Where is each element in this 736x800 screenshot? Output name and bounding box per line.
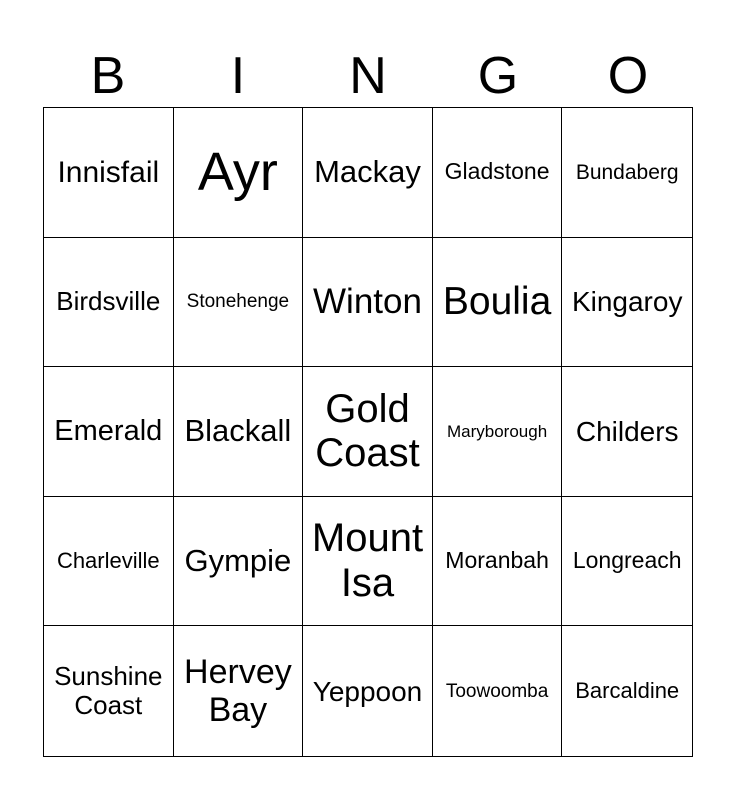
bingo-cell-label: Gold Coast <box>315 386 420 476</box>
bingo-cell-label: Kingaroy <box>571 286 683 318</box>
bingo-cell[interactable] <box>174 626 304 756</box>
bingo-cell[interactable] <box>44 497 174 627</box>
bingo-cell-label: Innisfail <box>57 155 160 189</box>
bingo-cell[interactable] <box>174 108 304 238</box>
header-letter-o: O <box>607 47 649 105</box>
bingo-cell-label: Charleville <box>56 547 160 573</box>
bingo-cell-label: Yeppoon <box>312 675 423 707</box>
bingo-cell[interactable] <box>44 238 174 368</box>
bingo-cell[interactable] <box>562 238 692 368</box>
bingo-cell-label: Toowoomba <box>445 680 549 702</box>
bingo-cell[interactable] <box>433 238 563 368</box>
bingo-cell-label: Mackay <box>314 153 421 189</box>
bingo-cell[interactable] <box>562 626 692 756</box>
bingo-cell[interactable] <box>303 238 433 368</box>
header-letter-n: N <box>349 47 387 105</box>
bingo-cell[interactable] <box>303 626 433 756</box>
bingo-cell-label: Childers <box>575 415 679 447</box>
bingo-cell-label: Barcaldine <box>575 677 680 703</box>
bingo-cell[interactable] <box>562 367 692 497</box>
bingo-cell[interactable] <box>433 367 563 497</box>
bingo-header <box>43 48 693 104</box>
bingo-cell-label: Stonehenge <box>186 291 290 313</box>
bingo-board <box>43 107 693 757</box>
bingo-cell-label: Gympie <box>184 542 292 578</box>
bingo-cell[interactable] <box>44 626 174 756</box>
bingo-cell[interactable] <box>44 367 174 497</box>
bingo-cell[interactable] <box>174 238 304 368</box>
header-letter-b: B <box>90 47 126 105</box>
bingo-cell[interactable] <box>562 108 692 238</box>
bingo-cell-label: Moranbah <box>445 547 549 574</box>
bingo-cell[interactable] <box>174 497 304 627</box>
bingo-cell[interactable] <box>562 497 692 627</box>
bingo-cell-label: Hervey Bay <box>184 653 292 730</box>
bingo-cell-label: Boulia <box>442 280 552 324</box>
bingo-cell[interactable] <box>44 108 174 238</box>
bingo-cell[interactable] <box>433 497 563 627</box>
bingo-cell-label: Longreach <box>572 547 682 574</box>
bingo-cell-label: Ayr <box>197 142 278 203</box>
header-letter-g: G <box>477 47 519 105</box>
bingo-cell[interactable] <box>433 108 563 238</box>
bingo-cell-label: Sunshine Coast <box>54 661 163 721</box>
bingo-cell[interactable] <box>303 367 433 497</box>
bingo-cell-label: Blackall <box>184 413 292 449</box>
bingo-cell[interactable] <box>303 497 433 627</box>
bingo-cell-label: Bundaberg <box>575 160 679 184</box>
header-letter-i: I <box>230 47 246 105</box>
bingo-cell-label: Birdsville <box>56 286 161 317</box>
bingo-cell-label: Emerald <box>54 415 163 448</box>
bingo-cell-label: Maryborough <box>447 421 548 441</box>
bingo-cell[interactable] <box>174 367 304 497</box>
bingo-cell-label: Mount Isa <box>311 516 424 606</box>
bingo-cell-label: Gladstone <box>444 158 550 185</box>
bingo-cell[interactable] <box>303 108 433 238</box>
bingo-cell-label: Winton <box>313 282 422 322</box>
bingo-cell[interactable] <box>433 626 563 756</box>
